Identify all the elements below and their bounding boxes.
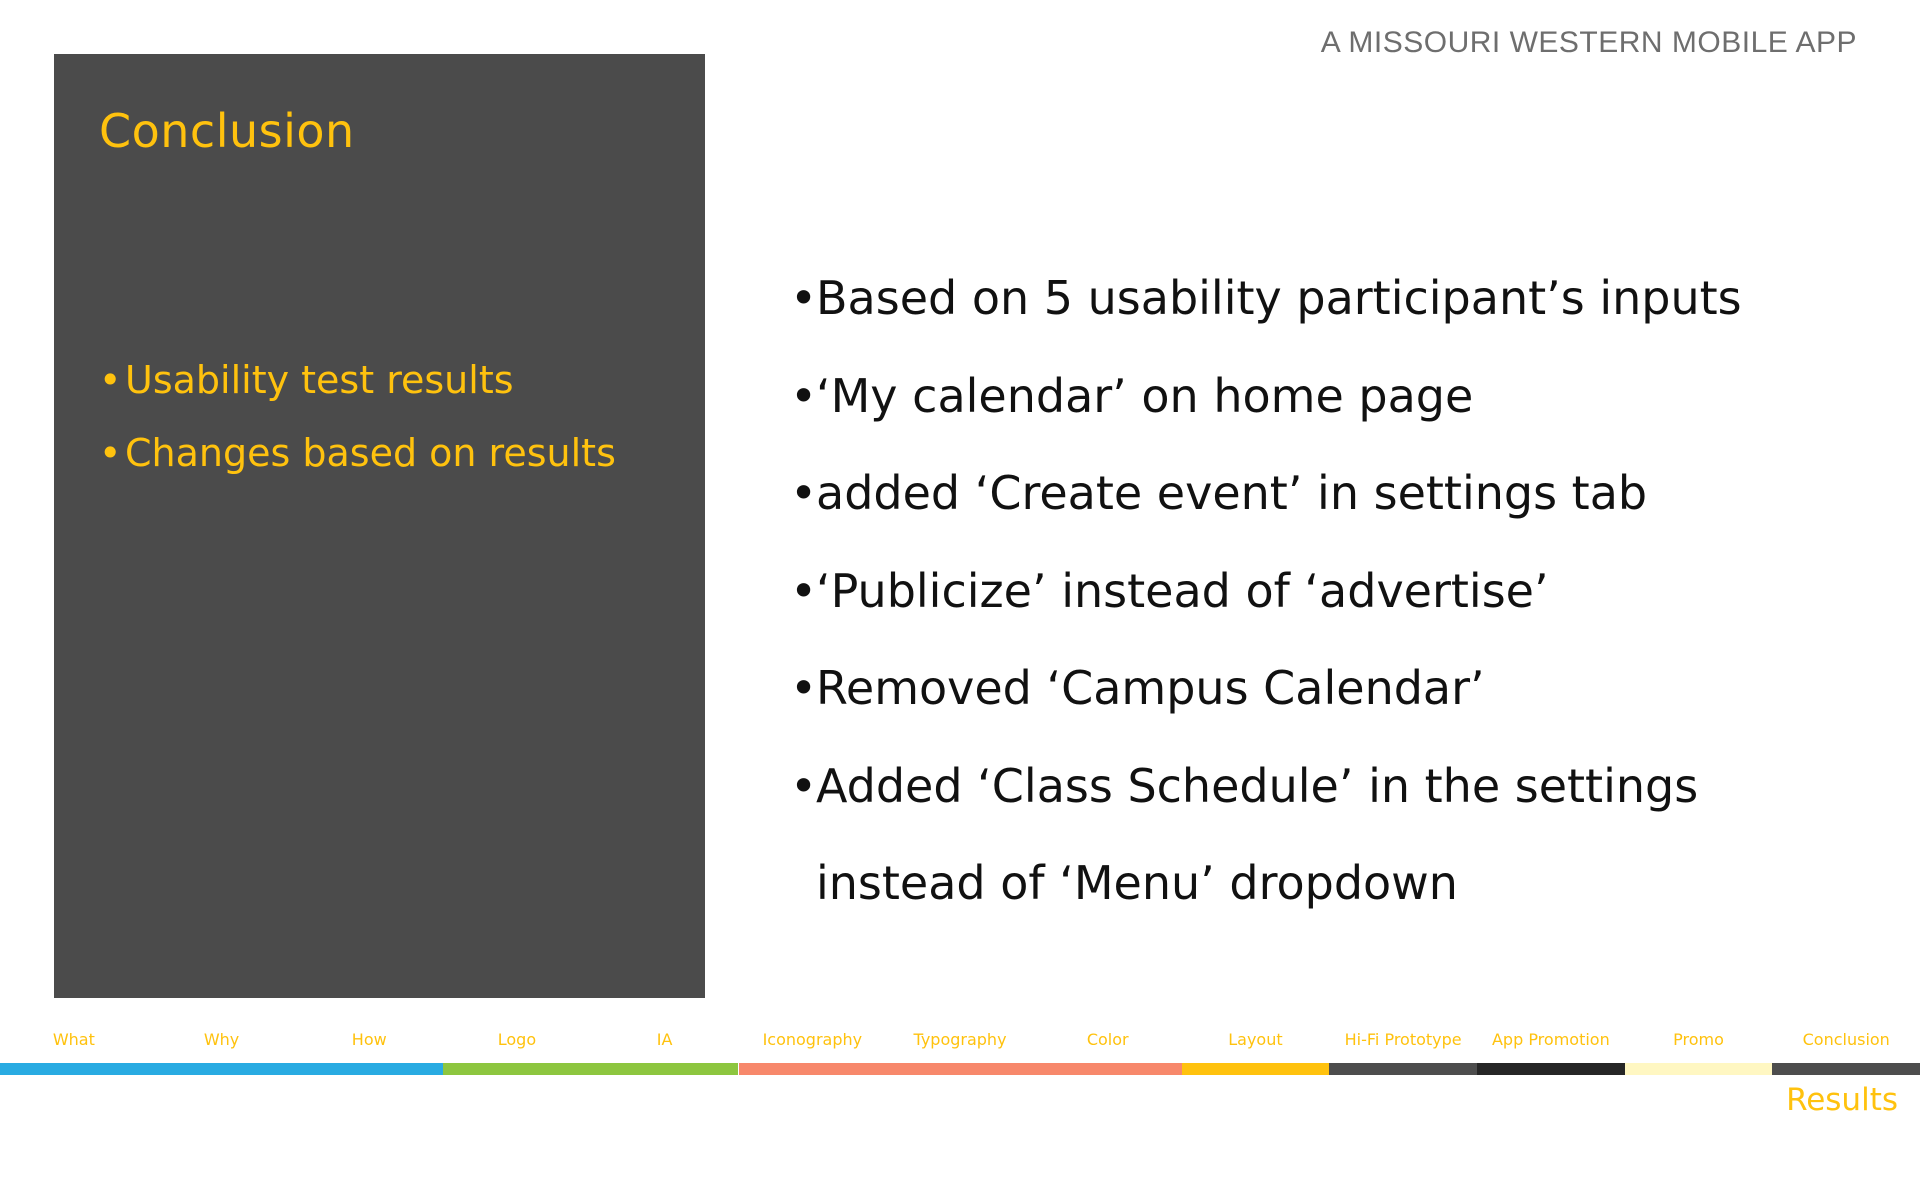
bullet-icon: •	[99, 431, 122, 475]
nav-item-color[interactable]	[1034, 1030, 1182, 1075]
nav-item-label: App Promotion	[1491, 1030, 1610, 1049]
main-list-item	[790, 543, 1840, 641]
main-list-item	[790, 738, 1840, 933]
main-list-item	[790, 445, 1840, 543]
nav-item-label: What	[52, 1030, 95, 1049]
nav-item-hifi-prototype[interactable]	[1329, 1030, 1477, 1075]
nav-item-label: Hi-Fi Prototype	[1344, 1030, 1462, 1049]
nav-item-label: Typography	[913, 1030, 1007, 1049]
bullet-icon: •	[99, 358, 122, 402]
nav-item-app-promotion[interactable]	[1477, 1030, 1625, 1075]
nav-progress-bar	[739, 1063, 887, 1075]
main-list-item	[790, 640, 1840, 738]
nav-progress-bar	[1034, 1063, 1182, 1075]
nav-item-label: Why	[203, 1030, 240, 1049]
nav-item-typography[interactable]	[886, 1030, 1034, 1075]
panel-item-label: Usability test results	[125, 358, 514, 402]
nav-progress-bar	[148, 1063, 296, 1075]
nav-progress-bar	[443, 1063, 591, 1075]
nav-item-layout[interactable]	[1182, 1030, 1330, 1075]
main-list-item	[790, 250, 1840, 348]
bullet-icon: •	[790, 466, 818, 520]
panel-item-label: Changes based on results	[125, 431, 616, 475]
nav-item-label: Iconography	[762, 1030, 863, 1049]
bullet-icon: •	[790, 661, 818, 715]
nav-item-iconography[interactable]	[739, 1030, 887, 1075]
nav-item-what[interactable]	[0, 1030, 148, 1075]
main-item-text: ‘Publicize’ instead of ‘advertise’	[816, 563, 1549, 618]
side-panel	[54, 54, 705, 998]
nav-progress-bar	[591, 1063, 739, 1075]
main-item-text: Removed ‘Campus Calendar’	[816, 661, 1485, 715]
nav-item-how[interactable]	[295, 1030, 443, 1075]
nav-item-why[interactable]	[148, 1030, 296, 1075]
nav-progress-bar	[1182, 1063, 1330, 1075]
nav-progress-bar	[0, 1063, 148, 1075]
nav-item-promo[interactable]	[1625, 1030, 1773, 1075]
nav-progress-bar	[1477, 1063, 1625, 1075]
nav-item-logo[interactable]	[443, 1030, 591, 1075]
nav-item-label: Conclusion	[1802, 1030, 1890, 1049]
main-item-continuation: instead of ‘Menu’ dropdown	[816, 856, 1458, 910]
panel-list-item	[99, 417, 616, 490]
main-bullet-list	[790, 250, 1840, 933]
nav-item-conclusion[interactable]	[1772, 1030, 1920, 1075]
main-item-text: ‘My calendar’ on home page	[816, 368, 1474, 423]
nav-progress-bar	[1329, 1063, 1477, 1075]
nav-item-label: Logo	[497, 1030, 537, 1049]
nav-progress-bar	[886, 1063, 1034, 1075]
panel-list-item	[99, 344, 616, 417]
section-label: Results	[1786, 1082, 1898, 1118]
header-title: A MISSOURI WESTERN MOBILE APP	[1320, 26, 1857, 59]
nav-item-label: How	[351, 1030, 387, 1049]
nav-progress-bar	[1772, 1063, 1920, 1075]
section-nav	[0, 1030, 1920, 1075]
bullet-icon: •	[790, 563, 818, 618]
bullet-icon: •	[790, 368, 818, 423]
main-item-text: Added ‘Class Schedule’ in the settings	[816, 758, 1699, 813]
panel-title: Conclusion	[99, 104, 355, 158]
main-item-text: Based on 5 usability participant’s inputs	[816, 271, 1742, 325]
nav-progress-bar	[1625, 1063, 1773, 1075]
nav-item-label: Promo	[1673, 1030, 1724, 1049]
nav-item-label: Color	[1086, 1030, 1129, 1049]
nav-item-ia[interactable]	[591, 1030, 739, 1075]
nav-progress-bar	[295, 1063, 443, 1075]
panel-list	[99, 344, 616, 490]
nav-item-label: IA	[656, 1030, 673, 1049]
main-list-item	[790, 348, 1840, 446]
main-item-text: added ‘Create event’ in settings tab	[816, 466, 1648, 520]
bullet-icon: •	[790, 271, 818, 325]
bullet-icon: •	[790, 758, 818, 813]
nav-item-label: Layout	[1228, 1030, 1283, 1049]
